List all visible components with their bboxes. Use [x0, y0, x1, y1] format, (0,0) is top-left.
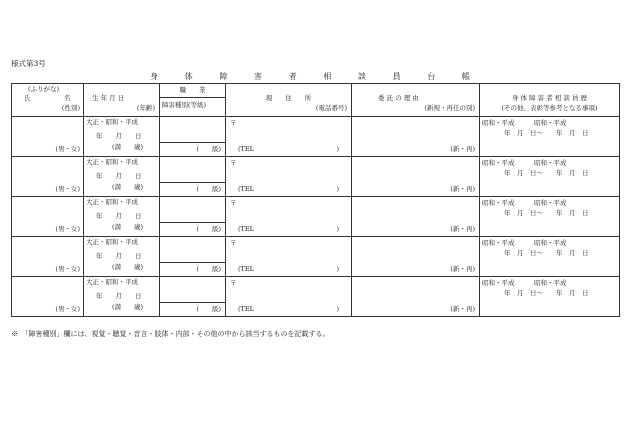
ymd-label: 年 月 日: [96, 252, 142, 260]
history-era: 昭和・平成 昭和・平成: [482, 119, 567, 127]
history-range: 年 月 日〜 年 月 日: [504, 249, 589, 257]
reason-cell[interactable]: [352, 277, 480, 317]
history-era: 昭和・平成 昭和・平成: [482, 199, 567, 207]
tel-open: (TEL: [238, 264, 254, 273]
header-name-cell: [12, 84, 84, 117]
history-range: 年 月 日〜 年 月 日: [504, 209, 589, 217]
address-cell[interactable]: [226, 197, 352, 237]
sex-label: (男・女): [55, 304, 80, 313]
age-label: (満 歳): [112, 183, 144, 191]
history-era: 昭和・平成 昭和・平成: [482, 279, 567, 287]
address-cell[interactable]: [226, 117, 352, 157]
table-row: [12, 277, 620, 317]
header-reason-cell: [352, 84, 480, 117]
age-label: (満 歳): [112, 143, 144, 151]
history-cell[interactable]: [480, 277, 620, 317]
sex-label: (男・女): [55, 184, 80, 193]
sex-label: (男・女): [55, 224, 80, 233]
header-disability: 障害種別(等級): [162, 101, 207, 109]
ymd-label: 年 月 日: [96, 172, 142, 180]
history-cell[interactable]: [480, 157, 620, 197]
history-era: 昭和・平成 昭和・平成: [482, 159, 567, 167]
title-char: 障: [219, 72, 228, 81]
tel-open: (TEL: [238, 304, 254, 313]
occupation-cell[interactable]: [160, 237, 226, 277]
header-history: 身 体 障 害 者 相 談 員 歴: [511, 94, 588, 102]
header-history-sub: (その他、表彰等参考となる事項): [501, 104, 598, 112]
title-char: 相: [323, 72, 332, 81]
tel-open: (TEL: [238, 144, 254, 153]
reason-cell[interactable]: [352, 157, 480, 197]
header-occupation: 職 業: [179, 86, 206, 94]
header-reason-sub: (新規・再任の別): [424, 104, 475, 112]
occupation-cell[interactable]: [160, 157, 226, 197]
postal-mark: 〒: [230, 279, 237, 287]
history-range: 年 月 日〜 年 月 日: [504, 169, 589, 177]
tel-close: ): [336, 144, 339, 153]
sex-label: (男・女): [55, 144, 80, 153]
grade-label: ( 級): [196, 264, 221, 273]
ymd-label: 年 月 日: [96, 212, 142, 220]
tel-close: ): [336, 264, 339, 273]
tel-close: ): [336, 224, 339, 233]
title-char: 帳: [461, 72, 470, 81]
header-furigana: (ふりがな): [28, 85, 60, 93]
name-cell[interactable]: [12, 277, 84, 317]
title-char: 者: [288, 72, 297, 81]
birth-cell[interactable]: [84, 157, 160, 197]
register-table: [11, 83, 620, 317]
title-char: 談: [357, 72, 366, 81]
tel-close: ): [336, 184, 339, 193]
address-cell[interactable]: [226, 237, 352, 277]
name-cell[interactable]: [12, 237, 84, 277]
header-name-1: 氏: [24, 94, 31, 102]
era-label: 大正・昭和・平成: [86, 198, 138, 206]
title-char: 台: [427, 72, 436, 81]
history-cell[interactable]: [480, 237, 620, 277]
header-name-2: 名: [64, 94, 71, 102]
history-era: 昭和・平成 昭和・平成: [482, 239, 567, 247]
renewal-label: (新・再): [450, 304, 475, 313]
history-range: 年 月 日〜 年 月 日: [504, 289, 589, 297]
occupation-cell[interactable]: [160, 197, 226, 237]
grade-label: ( 級): [196, 304, 221, 313]
table-row: [12, 157, 620, 197]
grade-label: ( 級): [196, 224, 221, 233]
title-char: 害: [253, 72, 262, 81]
grade-label: ( 級): [196, 144, 221, 153]
address-cell[interactable]: [226, 157, 352, 197]
postal-mark: 〒: [230, 159, 237, 167]
postal-mark: 〒: [230, 239, 237, 247]
header-age: (年齢): [136, 104, 155, 112]
reason-cell[interactable]: [352, 237, 480, 277]
age-label: (満 歳): [112, 223, 144, 231]
reason-cell[interactable]: [352, 117, 480, 157]
table-row: [12, 117, 620, 157]
name-cell[interactable]: [12, 197, 84, 237]
renewal-label: (新・再): [450, 224, 475, 233]
header-reason: 委 託 の 理 由: [378, 94, 419, 102]
title-char: 員: [392, 72, 401, 81]
grade-label: ( 級): [196, 184, 221, 193]
era-label: 大正・昭和・平成: [86, 118, 138, 126]
name-cell[interactable]: [12, 157, 84, 197]
header-phone: (電話番号): [315, 104, 347, 112]
history-cell[interactable]: [480, 197, 620, 237]
occupation-cell[interactable]: [160, 277, 226, 317]
postal-mark: 〒: [230, 119, 237, 127]
postal-mark: 〒: [230, 199, 237, 207]
form-title: [150, 71, 470, 82]
footnote: ※ 「障害種別」欄には、視覚・聴覚・音言・肢体・内部・その他の中から該当するものを記載する。: [11, 330, 330, 338]
title-char: 体: [184, 72, 193, 81]
tel-open: (TEL: [238, 184, 254, 193]
sex-label: (男・女): [55, 264, 80, 273]
age-label: (満 歳): [112, 263, 144, 271]
table-row: [12, 197, 620, 237]
ymd-label: 年 月 日: [96, 132, 142, 140]
renewal-label: (新・再): [450, 144, 475, 153]
era-label: 大正・昭和・平成: [86, 158, 138, 166]
header-address-cell: [226, 84, 352, 117]
renewal-label: (新・再): [450, 264, 475, 273]
birth-cell[interactable]: [84, 277, 160, 317]
era-label: 大正・昭和・平成: [86, 278, 138, 286]
header-birth-cell: [84, 84, 160, 117]
history-range: 年 月 日〜 年 月 日: [504, 129, 589, 137]
tel-open: (TEL: [238, 224, 254, 233]
table-row: [12, 237, 620, 277]
history-cell[interactable]: [480, 117, 620, 157]
occupation-cell[interactable]: [160, 117, 226, 157]
header-row: [12, 84, 620, 117]
header-birth: 生 年 月 日: [92, 94, 125, 102]
birth-cell[interactable]: [84, 117, 160, 157]
header-occupation-cell: [160, 84, 226, 117]
age-label: (満 歳): [112, 303, 144, 311]
name-cell[interactable]: [12, 117, 84, 157]
form-number: 様式第3号: [11, 59, 46, 68]
birth-cell[interactable]: [84, 197, 160, 237]
address-cell[interactable]: [226, 277, 352, 317]
era-label: 大正・昭和・平成: [86, 238, 138, 246]
reason-cell[interactable]: [352, 197, 480, 237]
ymd-label: 年 月 日: [96, 292, 142, 300]
renewal-label: (新・再): [450, 184, 475, 193]
tel-close: ): [336, 304, 339, 313]
header-address: 現 住 所: [265, 94, 312, 102]
header-history-cell: [480, 84, 620, 117]
birth-cell[interactable]: [84, 237, 160, 277]
header-sex: (性別): [61, 104, 80, 112]
title-char: 身: [150, 72, 158, 81]
